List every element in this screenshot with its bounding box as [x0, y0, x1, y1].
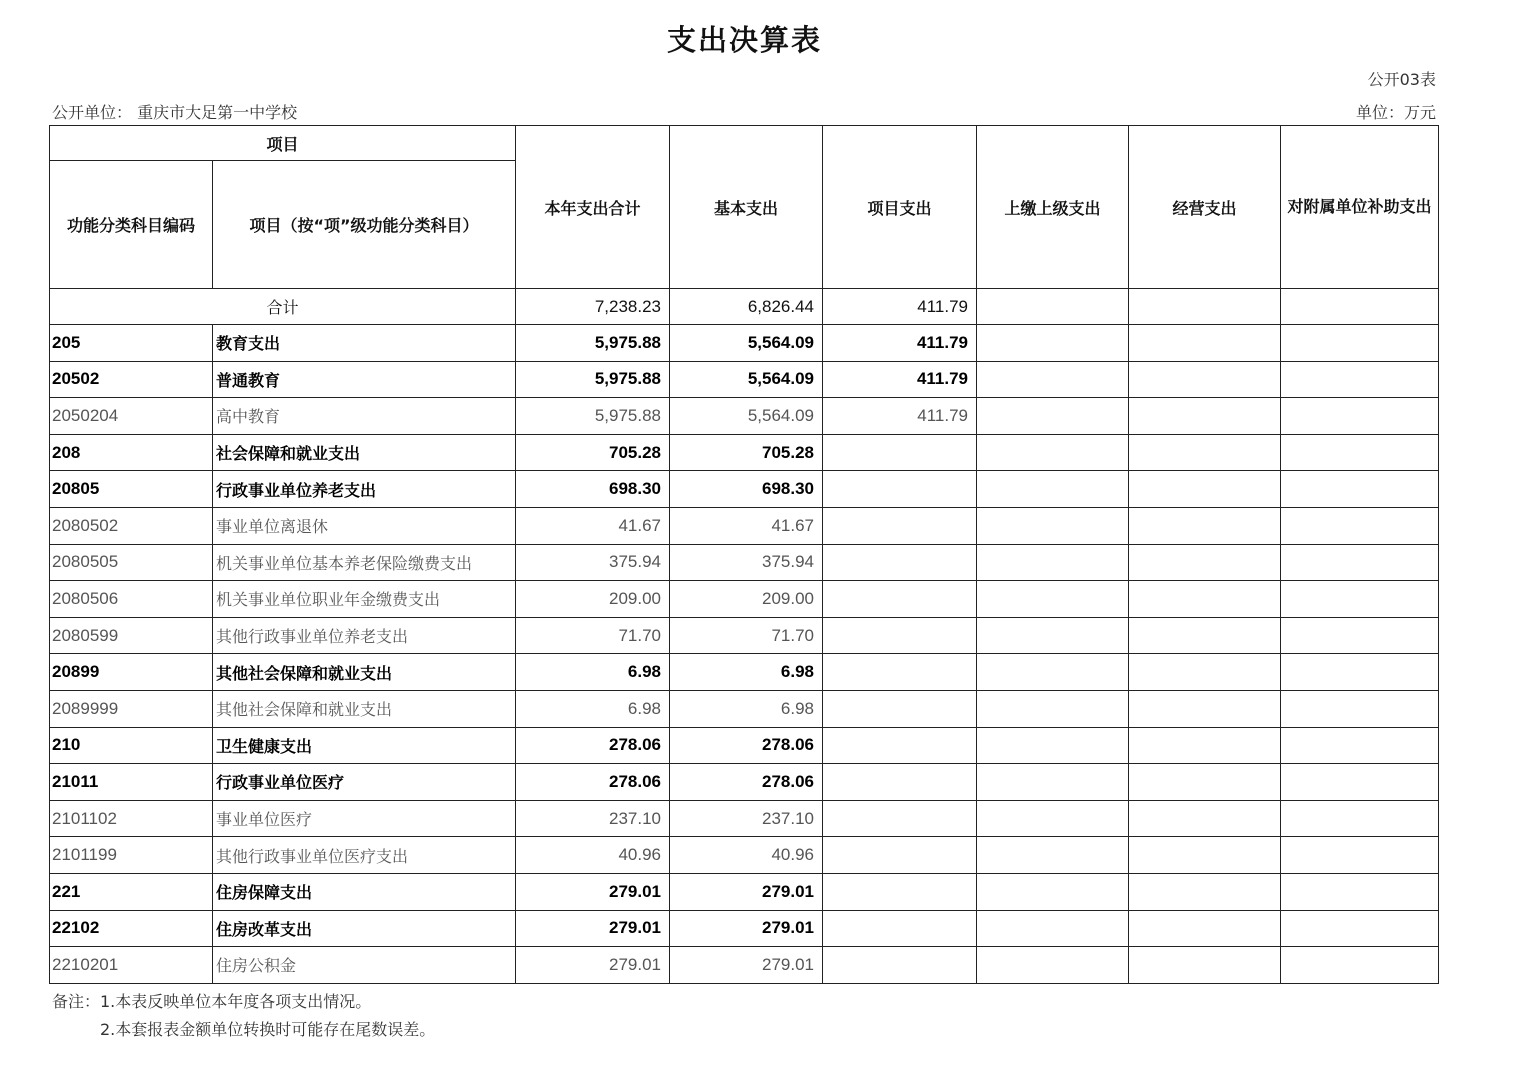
business-cell — [1129, 325, 1281, 362]
table-row — [50, 654, 1439, 691]
total-cell: 698.30 — [516, 471, 670, 508]
subsidy-cell — [1281, 764, 1439, 801]
table-row — [50, 471, 1439, 508]
project-cell — [823, 507, 977, 544]
header-upper: 上缴上级支出 — [977, 126, 1129, 289]
basic-cell: 705.28 — [670, 434, 823, 471]
subsidy-cell — [1281, 800, 1439, 837]
name-cell: 其他社会保障和就业支出 — [213, 690, 516, 727]
code-cell: 2210201 — [50, 947, 213, 984]
table-row — [50, 434, 1439, 471]
table-row — [50, 873, 1439, 910]
project-cell — [823, 617, 977, 654]
basic-cell: 698.30 — [670, 471, 823, 508]
basic-cell: 40.96 — [670, 837, 823, 874]
total-cell: 279.01 — [516, 947, 670, 984]
basic-cell: 278.06 — [670, 727, 823, 764]
header-business: 经营支出 — [1129, 126, 1281, 289]
subsidy-cell — [1281, 507, 1439, 544]
project-cell — [823, 800, 977, 837]
subsidy-cell — [1281, 873, 1439, 910]
total-cell: 5,975.88 — [516, 398, 670, 435]
project-cell — [823, 544, 977, 581]
total-cell: 5,975.88 — [516, 325, 670, 362]
upper-cell — [977, 398, 1129, 435]
name-cell: 事业单位医疗 — [213, 800, 516, 837]
business-cell — [1129, 654, 1281, 691]
project-cell — [823, 654, 977, 691]
code-cell: 205 — [50, 325, 213, 362]
name-cell: 住房改革支出 — [213, 910, 516, 947]
basic-cell: 278.06 — [670, 764, 823, 801]
project-cell: 411.79 — [823, 361, 977, 398]
upper-cell — [977, 800, 1129, 837]
table-row — [50, 507, 1439, 544]
total-row — [50, 289, 1439, 325]
business-cell — [1129, 617, 1281, 654]
subsidy-cell — [1281, 434, 1439, 471]
code-cell: 21011 — [50, 764, 213, 801]
upper-cell — [977, 910, 1129, 947]
total-cell: 209.00 — [516, 581, 670, 618]
code-cell: 20502 — [50, 361, 213, 398]
total-cell: 6.98 — [516, 690, 670, 727]
business-cell — [1129, 398, 1281, 435]
subsidy-cell — [1281, 581, 1439, 618]
upper-cell — [977, 727, 1129, 764]
business-cell — [1129, 581, 1281, 618]
subsidy-cell — [1281, 617, 1439, 654]
project-cell — [823, 690, 977, 727]
header-name: 项目（按“项”级功能分类科目） — [213, 161, 516, 289]
project-cell: 411.79 — [823, 289, 977, 325]
business-cell — [1129, 471, 1281, 508]
name-cell: 教育支出 — [213, 325, 516, 362]
subsidy-cell — [1281, 361, 1439, 398]
reporting-unit: 公开单位： 重庆市大足第一中学校 — [52, 103, 298, 122]
code-cell: 210 — [50, 727, 213, 764]
basic-cell: 279.01 — [670, 873, 823, 910]
subsidy-cell — [1281, 727, 1439, 764]
business-cell — [1129, 507, 1281, 544]
table-row — [50, 325, 1439, 362]
name-cell: 行政事业单位养老支出 — [213, 471, 516, 508]
total-cell: 41.67 — [516, 507, 670, 544]
note-line-1: 备注：1.本表反映单位本年度各项支出情况。 — [52, 992, 372, 1011]
table-row — [50, 837, 1439, 874]
business-cell — [1129, 764, 1281, 801]
code-cell: 22102 — [50, 910, 213, 947]
upper-cell — [977, 544, 1129, 581]
currency-unit: 单位：万元 — [1355, 103, 1436, 122]
expenditure-table — [49, 125, 1439, 984]
table-row — [50, 398, 1439, 435]
code-cell: 2101199 — [50, 837, 213, 874]
code-cell: 2080502 — [50, 507, 213, 544]
header-row-1 — [50, 126, 1439, 161]
code-cell: 20805 — [50, 471, 213, 508]
total-cell: 278.06 — [516, 727, 670, 764]
total-cell: 705.28 — [516, 434, 670, 471]
name-cell: 社会保障和就业支出 — [213, 434, 516, 471]
upper-cell — [977, 690, 1129, 727]
total-cell: 279.01 — [516, 910, 670, 947]
total-cell: 237.10 — [516, 800, 670, 837]
note-line-2: 2.本套报表金额单位转换时可能存在尾数误差。 — [100, 1020, 436, 1039]
project-cell — [823, 581, 977, 618]
upper-cell — [977, 507, 1129, 544]
code-cell: 20899 — [50, 654, 213, 691]
project-cell — [823, 764, 977, 801]
form-number: 公开03表 — [1367, 70, 1436, 89]
total-cell: 7,238.23 — [516, 289, 670, 325]
name-cell: 机关事业单位职业年金缴费支出 — [213, 581, 516, 618]
total-cell: 40.96 — [516, 837, 670, 874]
business-cell — [1129, 800, 1281, 837]
name-cell: 其他行政事业单位医疗支出 — [213, 837, 516, 874]
name-cell: 住房保障支出 — [213, 873, 516, 910]
basic-cell: 5,564.09 — [670, 398, 823, 435]
total-label: 合计 — [50, 289, 516, 325]
business-cell — [1129, 361, 1281, 398]
project-cell: 411.79 — [823, 398, 977, 435]
code-cell: 2101102 — [50, 800, 213, 837]
project-cell — [823, 947, 977, 984]
upper-cell — [977, 434, 1129, 471]
upper-cell — [977, 764, 1129, 801]
basic-cell: 71.70 — [670, 617, 823, 654]
basic-cell: 237.10 — [670, 800, 823, 837]
project-cell — [823, 910, 977, 947]
code-cell: 221 — [50, 873, 213, 910]
table-row — [50, 910, 1439, 947]
basic-cell: 6.98 — [670, 654, 823, 691]
notes — [52, 988, 435, 1044]
subsidy-cell — [1281, 654, 1439, 691]
subsidy-cell — [1281, 325, 1439, 362]
basic-cell: 209.00 — [670, 581, 823, 618]
code-cell: 2089999 — [50, 690, 213, 727]
subsidy-cell — [1281, 837, 1439, 874]
total-cell: 278.06 — [516, 764, 670, 801]
basic-cell: 279.01 — [670, 910, 823, 947]
upper-cell — [977, 947, 1129, 984]
total-cell: 279.01 — [516, 873, 670, 910]
table-row — [50, 690, 1439, 727]
total-cell: 375.94 — [516, 544, 670, 581]
project-cell: 411.79 — [823, 325, 977, 362]
upper-cell — [977, 289, 1129, 325]
subsidy-cell — [1281, 947, 1439, 984]
total-cell: 5,975.88 — [516, 361, 670, 398]
business-cell — [1129, 873, 1281, 910]
business-cell — [1129, 690, 1281, 727]
total-cell: 71.70 — [516, 617, 670, 654]
name-cell: 卫生健康支出 — [213, 727, 516, 764]
table-row — [50, 361, 1439, 398]
basic-cell: 41.67 — [670, 507, 823, 544]
upper-cell — [977, 581, 1129, 618]
header-basic: 基本支出 — [670, 126, 823, 289]
basic-cell: 5,564.09 — [670, 325, 823, 362]
code-cell: 2080506 — [50, 581, 213, 618]
basic-cell: 6,826.44 — [670, 289, 823, 325]
table-row — [50, 544, 1439, 581]
table-row — [50, 617, 1439, 654]
upper-cell — [977, 471, 1129, 508]
header-item: 项目 — [50, 126, 516, 161]
code-cell: 2080505 — [50, 544, 213, 581]
business-cell — [1129, 544, 1281, 581]
subsidy-cell — [1281, 289, 1439, 325]
table-row — [50, 581, 1439, 618]
upper-cell — [977, 654, 1129, 691]
upper-cell — [977, 325, 1129, 362]
upper-cell — [977, 361, 1129, 398]
business-cell — [1129, 947, 1281, 984]
project-cell — [823, 434, 977, 471]
upper-cell — [977, 873, 1129, 910]
business-cell — [1129, 727, 1281, 764]
business-cell — [1129, 289, 1281, 325]
basic-cell: 6.98 — [670, 690, 823, 727]
subsidy-cell — [1281, 544, 1439, 581]
name-cell: 机关事业单位基本养老保险缴费支出 — [213, 544, 516, 581]
code-cell: 2050204 — [50, 398, 213, 435]
subsidy-cell — [1281, 910, 1439, 947]
project-cell — [823, 471, 977, 508]
upper-cell — [977, 617, 1129, 654]
page-title: 支出决算表 — [666, 23, 822, 57]
header-project: 项目支出 — [823, 126, 977, 289]
name-cell: 高中教育 — [213, 398, 516, 435]
name-cell: 其他行政事业单位养老支出 — [213, 617, 516, 654]
upper-cell — [977, 837, 1129, 874]
name-cell: 其他社会保障和就业支出 — [213, 654, 516, 691]
total-cell: 6.98 — [516, 654, 670, 691]
name-cell: 普通教育 — [213, 361, 516, 398]
subsidy-cell — [1281, 471, 1439, 508]
subsidy-cell — [1281, 690, 1439, 727]
code-cell: 2080599 — [50, 617, 213, 654]
project-cell — [823, 727, 977, 764]
basic-cell: 279.01 — [670, 947, 823, 984]
table-row — [50, 800, 1439, 837]
name-cell: 住房公积金 — [213, 947, 516, 984]
name-cell: 事业单位离退休 — [213, 507, 516, 544]
business-cell — [1129, 434, 1281, 471]
table-row — [50, 947, 1439, 984]
table-row — [50, 727, 1439, 764]
basic-cell: 375.94 — [670, 544, 823, 581]
name-cell: 行政事业单位医疗 — [213, 764, 516, 801]
header-code: 功能分类科目编码 — [50, 161, 213, 289]
project-cell — [823, 873, 977, 910]
project-cell — [823, 837, 977, 874]
business-cell — [1129, 837, 1281, 874]
header-total: 本年支出合计 — [516, 126, 670, 289]
business-cell — [1129, 910, 1281, 947]
header-subsidy: 对附属单位补助支出 — [1281, 126, 1439, 289]
code-cell: 208 — [50, 434, 213, 471]
basic-cell: 5,564.09 — [670, 361, 823, 398]
table-row — [50, 764, 1439, 801]
subsidy-cell — [1281, 398, 1439, 435]
